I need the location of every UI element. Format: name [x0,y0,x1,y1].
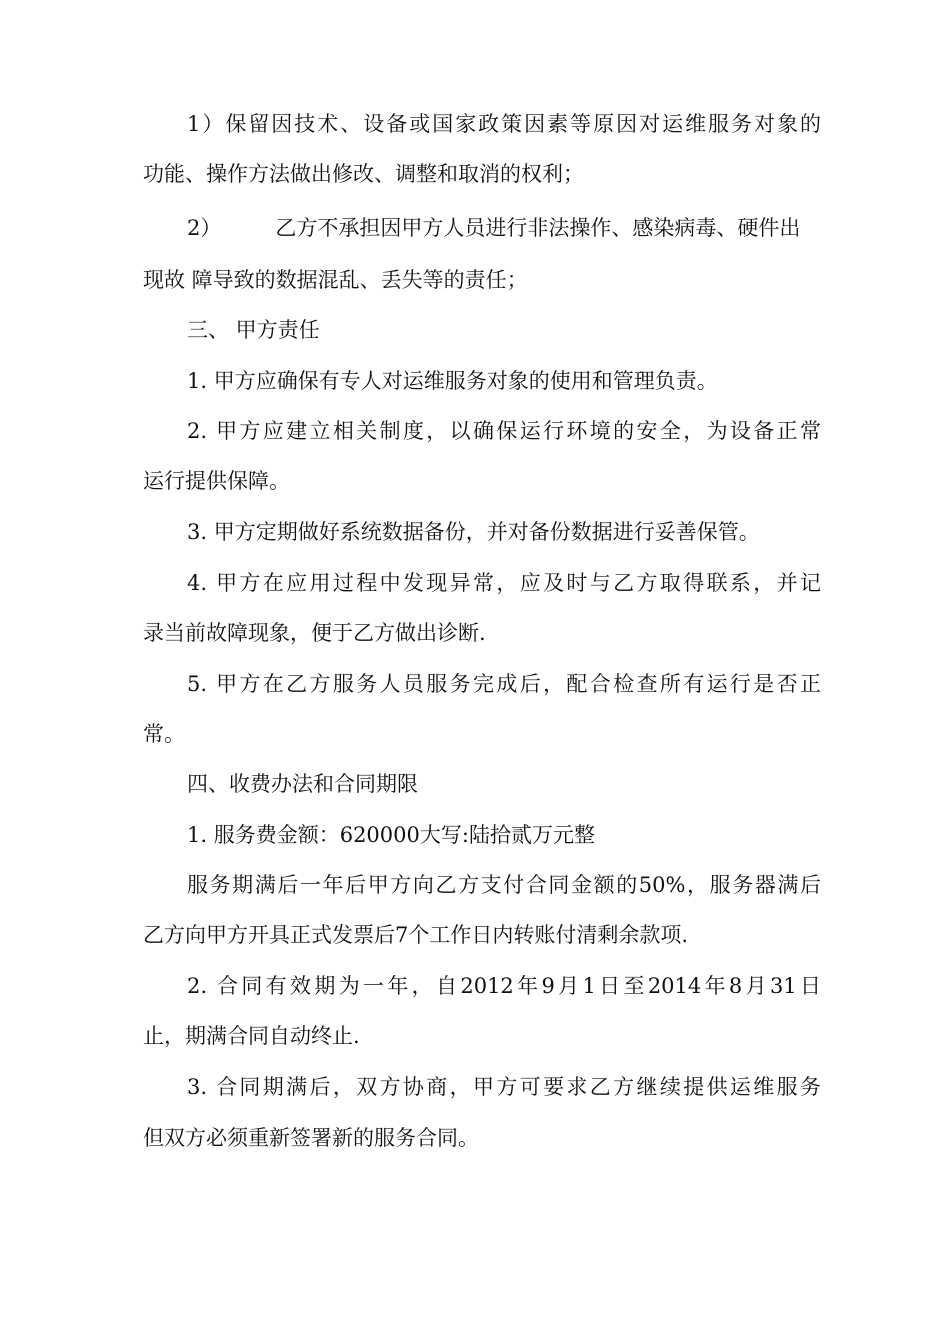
renewal-line-1: 3. 合同期满后，双方协商，甲方可要求乙方继续提供运维服务 [187,1075,821,1099]
party-a-item-4-line-2: 录当前故障现象，便于乙方做出诊断. [143,621,486,645]
retain-rights-line-1: 1）保留因技术、设备或国家政策因素等原因对运维服务对象的 [187,112,821,136]
party-a-item-2-line-1: 2. 甲方应建立相关制度，以确保运行环境的安全，为设备正常 [187,419,821,443]
liability-item-number: 2） [187,216,222,240]
party-a-item-1: 1. 甲方应确保有专人对运维服务对象的使用和管理负责。 [187,369,718,393]
renewal-line-2: 但双方必须重新签署新的服务合同。 [143,1126,479,1150]
section-heading-party-a: 三、 甲方责任 [187,318,320,342]
party-a-item-5-line-1: 5. 甲方在乙方服务人员服务完成后，配合检查所有运行是否正 [187,672,821,696]
party-a-item-3: 3. 甲方定期做好系统数据备份，并对备份数据进行妥善保管。 [187,520,760,544]
section-heading-fees-term: 四、收费办法和合同期限 [187,772,418,796]
payment-terms-line-1: 服务期满后一年后甲方向乙方支付合同金额的50%，服务器满后 [187,873,821,897]
party-a-item-4-line-1: 4. 甲方在应用过程中发现异常，应及时与乙方取得联系，并记 [187,571,821,595]
party-a-item-5-line-2: 常。 [143,722,185,746]
retain-rights-line-2: 功能、操作方法做出修改、调整和取消的权利； [143,162,584,186]
liability-item-text: 乙方不承担因甲方人员进行非法操作、感染病毒、硬件出 [275,216,801,240]
contract-term-line-1: 2. 合同有效期为一年，自2012年9月1日至2014年8月31日 [187,974,821,998]
party-a-item-2-line-2: 运行提供保障。 [143,469,290,493]
liability-item-line-2: 现故 障导致的数据混乱、丢失等的责任； [143,268,528,292]
liability-item-line-1 [187,214,800,242]
contract-term-line-2: 止，期满合同自动终止. [143,1024,360,1048]
payment-terms-line-2: 乙方向甲方开具正式发票后7个工作日内转账付清剩余款项. [143,923,689,947]
fee-amount-line: 1. 服务费金额：620000大写:陆拾贰万元整 [187,823,595,847]
